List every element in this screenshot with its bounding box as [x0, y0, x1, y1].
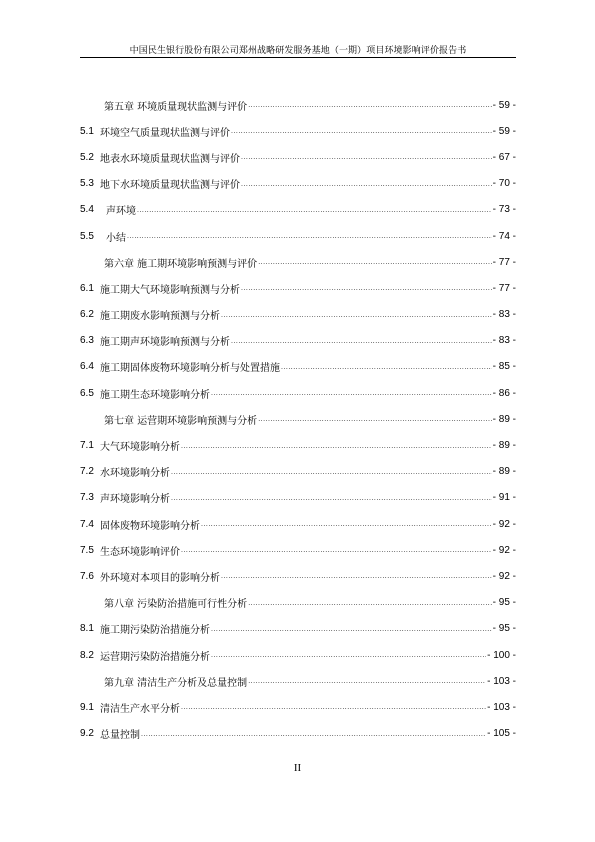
toc-entry-page: - 95 -: [492, 623, 516, 635]
toc-entry-page: - 73 -: [492, 204, 516, 216]
toc-entry-page: - 86 -: [492, 387, 516, 399]
toc-entry-title: 小结: [106, 232, 126, 244]
toc-entry-title: 施工期污染防治措施分析: [100, 625, 210, 637]
toc-dot-leader: [201, 519, 492, 529]
toc-dot-leader: [241, 152, 492, 162]
toc-entry-number: 9.2: [80, 728, 94, 740]
toc-entry-page: - 77 -: [492, 256, 516, 268]
toc-entry-number: 8.1: [80, 623, 94, 635]
toc-entry-page: - 92 -: [492, 518, 516, 530]
toc-entry-title: 大气环境影响分析: [100, 442, 180, 454]
toc-dot-leader: [231, 126, 492, 136]
toc-section-entry[interactable]: [80, 537, 516, 563]
toc-entry-title: 外环境对本项目的影响分析: [100, 572, 220, 584]
toc-entry-number: 6.1: [80, 282, 94, 294]
toc-entry-title: 声环境影响分析: [100, 494, 170, 506]
toc-entry-page: - 89 -: [492, 466, 516, 478]
toc-dot-leader: [281, 362, 492, 372]
toc-dot-leader: [248, 100, 491, 110]
toc-dot-leader: [181, 545, 492, 555]
toc-entry-number: 7.6: [80, 570, 94, 582]
toc-entry-title: 施工期大气环境影响预测与分析: [100, 284, 240, 296]
toc-entry-title: 施工期生态环境影响分析: [100, 389, 210, 401]
table-of-contents: [80, 92, 516, 747]
toc-section-entry[interactable]: [80, 354, 516, 380]
toc-chapter-entry[interactable]: [80, 92, 516, 118]
toc-section-entry[interactable]: [80, 511, 516, 537]
toc-section-entry[interactable]: [80, 380, 516, 406]
toc-entry-page: - 70 -: [492, 178, 516, 190]
toc-section-entry[interactable]: [80, 563, 516, 589]
toc-dot-leader: [211, 388, 492, 398]
toc-entry-title: 生态环境影响评价: [100, 546, 180, 558]
toc-entry-title: 运营期污染防治措施分析: [100, 651, 210, 663]
toc-entry-title: 施工期声环境影响预测与分析: [100, 337, 230, 349]
toc-entry-title: 清洁生产水平分析: [100, 703, 180, 715]
toc-dot-leader: [181, 702, 486, 712]
toc-entry-title: 第八章 污染防治措施可行性分析: [104, 599, 248, 611]
toc-dot-leader: [231, 336, 492, 346]
toc-entry-number: 6.3: [80, 335, 94, 347]
toc-section-entry[interactable]: [80, 144, 516, 170]
toc-entry-number: 5.1: [80, 125, 94, 137]
toc-entry-page: - 91 -: [492, 492, 516, 504]
toc-section-entry[interactable]: [80, 223, 516, 249]
toc-entry-page: - 59 -: [492, 125, 516, 137]
toc-entry-title: 水环境影响分析: [100, 468, 170, 480]
toc-dot-leader: [171, 493, 492, 503]
running-header: 中国民生银行股份有限公司郑州战略研发服务基地（一期）项目环境影响评价报告书: [129, 46, 467, 56]
toc-entry-page: - 89 -: [492, 440, 516, 452]
toc-entry-title: 固体废物环境影响分析: [100, 520, 200, 532]
toc-entry-title: 第六章 施工期环境影响预测与评价: [104, 258, 258, 270]
toc-entry-number: 6.2: [80, 309, 94, 321]
toc-entry-number: 6.5: [80, 387, 94, 399]
toc-entry-number: 5.4: [80, 204, 94, 216]
toc-entry-page: - 83 -: [492, 335, 516, 347]
toc-entry-number: 7.2: [80, 466, 94, 478]
toc-entry-number: 9.1: [80, 701, 94, 713]
toc-entry-title: 第五章 环境质量现状监测与评价: [104, 101, 248, 113]
toc-entry-page: - 100 -: [487, 649, 516, 661]
toc-dot-leader: [127, 231, 492, 241]
toc-entry-page: - 92 -: [492, 544, 516, 556]
toc-entry-number: 5.3: [80, 178, 94, 190]
toc-entry-page: - 105 -: [487, 728, 516, 740]
toc-entry-title: 第九章 清洁生产分析及总量控制: [104, 677, 248, 689]
toc-section-entry[interactable]: [80, 328, 516, 354]
toc-entry-number: 7.4: [80, 518, 94, 530]
toc-dot-leader: [258, 414, 491, 424]
toc-entry-page: - 95 -: [492, 597, 516, 609]
toc-section-entry[interactable]: [80, 485, 516, 511]
toc-section-entry[interactable]: [80, 459, 516, 485]
toc-entry-page: - 77 -: [492, 282, 516, 294]
toc-section-entry[interactable]: [80, 642, 516, 668]
toc-dot-leader: [211, 650, 486, 660]
toc-section-entry[interactable]: [80, 694, 516, 720]
toc-entry-number: 8.2: [80, 649, 94, 661]
toc-entry-page: - 74 -: [492, 230, 516, 242]
toc-entry-title: 声环境: [106, 206, 136, 218]
toc-section-entry[interactable]: [80, 432, 516, 458]
toc-entry-page: - 92 -: [492, 570, 516, 582]
toc-section-entry[interactable]: [80, 721, 516, 747]
toc-section-entry[interactable]: [80, 118, 516, 144]
page-number: II: [293, 762, 302, 774]
toc-entry-title: 地下水环境质量现状监测与评价: [100, 180, 240, 192]
toc-entry-title: 总量控制: [100, 730, 140, 742]
toc-entry-page: - 89 -: [492, 413, 516, 425]
toc-entry-number: 5.2: [80, 151, 94, 163]
toc-dot-leader: [171, 467, 492, 477]
toc-entry-number: 7.3: [80, 492, 94, 504]
toc-dot-leader: [241, 179, 492, 189]
toc-dot-leader: [137, 205, 492, 215]
toc-entry-page: - 85 -: [492, 361, 516, 373]
toc-entry-number: 7.5: [80, 544, 94, 556]
toc-entry-number: 7.1: [80, 440, 94, 452]
toc-chapter-entry[interactable]: [80, 668, 516, 694]
toc-entry-page: - 59 -: [492, 99, 516, 111]
toc-entry-number: 5.5: [80, 230, 94, 242]
toc-entry-page: - 67 -: [492, 151, 516, 163]
toc-entry-title: 施工期废水影响预测与分析: [100, 311, 220, 323]
toc-section-entry[interactable]: [80, 197, 516, 223]
header-rule: [80, 57, 516, 58]
toc-dot-leader: [221, 310, 492, 320]
toc-dot-leader: [181, 441, 492, 451]
toc-entry-title: 环境空气质量现状监测与评价: [100, 127, 230, 139]
toc-section-entry[interactable]: [80, 302, 516, 328]
toc-entry-number: 6.4: [80, 361, 94, 373]
toc-entry-page: - 103 -: [487, 701, 516, 713]
toc-chapter-entry[interactable]: [80, 249, 516, 275]
toc-entry-title: 第七章 运营期环境影响预测与分析: [104, 415, 258, 427]
toc-chapter-entry[interactable]: [80, 590, 516, 616]
toc-dot-leader: [248, 598, 491, 608]
toc-section-entry[interactable]: [80, 171, 516, 197]
toc-dot-leader: [221, 571, 492, 581]
toc-entry-page: - 103 -: [487, 675, 516, 687]
toc-entry-page: - 83 -: [492, 309, 516, 321]
toc-dot-leader: [248, 676, 486, 686]
toc-dot-leader: [258, 257, 491, 267]
toc-entry-title: 地表水环境质量现状监测与评价: [100, 153, 240, 165]
toc-section-entry[interactable]: [80, 616, 516, 642]
toc-dot-leader: [211, 624, 492, 634]
toc-section-entry[interactable]: [80, 275, 516, 301]
toc-entry-title: 施工期固体废物环境影响分析与处置措施: [100, 363, 280, 375]
toc-chapter-entry[interactable]: [80, 406, 516, 432]
toc-dot-leader: [241, 283, 492, 293]
toc-dot-leader: [141, 729, 486, 739]
